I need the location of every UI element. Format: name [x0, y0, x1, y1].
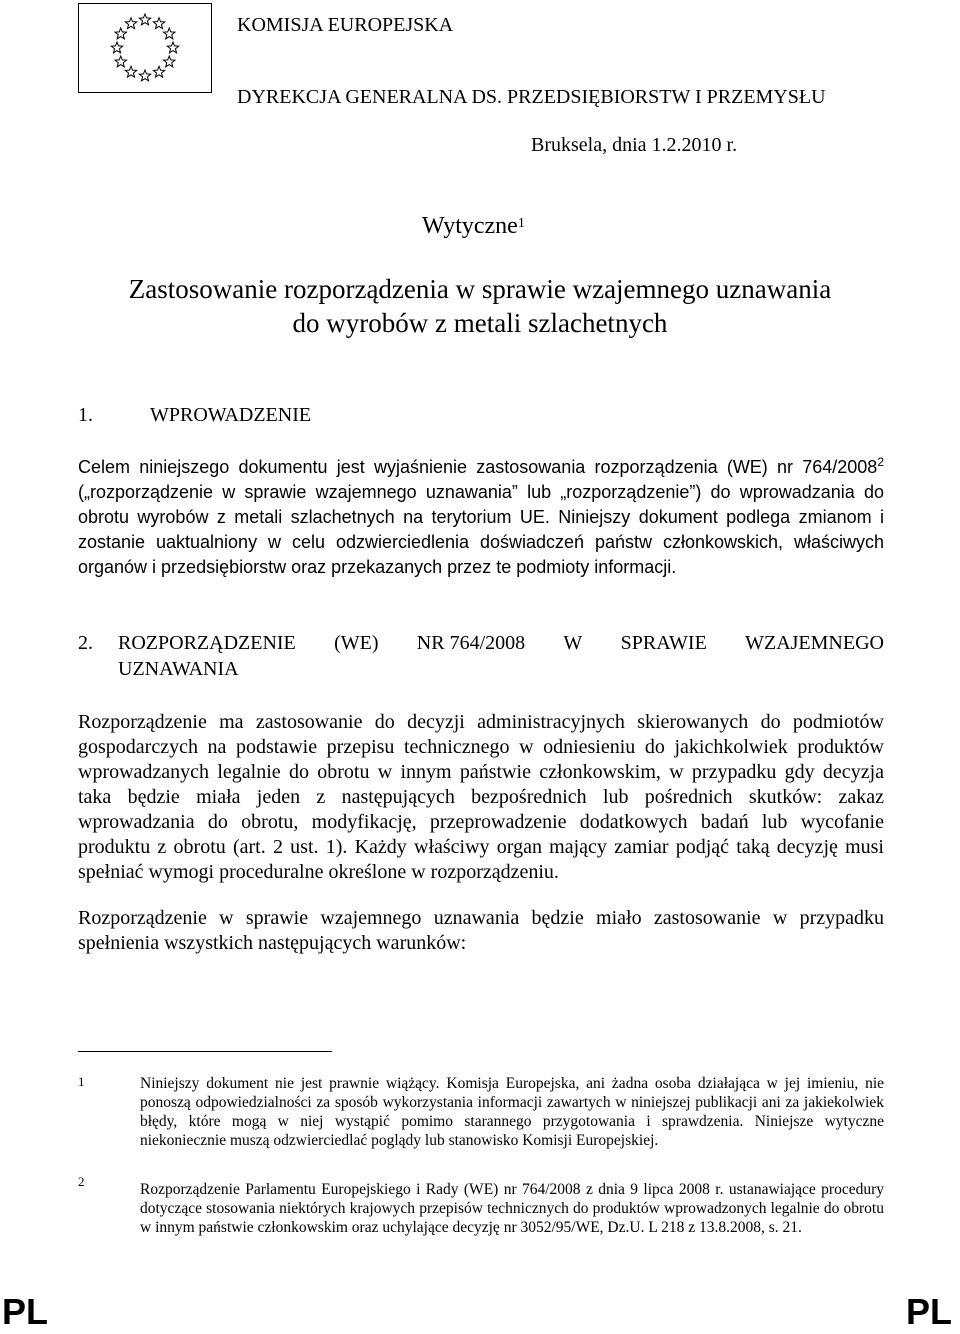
document-title — [422, 212, 525, 240]
star-icon — [164, 28, 175, 39]
language-marker-right: PL — [906, 1291, 953, 1332]
org-name: KOMISJA EUROPEJSKA — [237, 14, 454, 36]
star-icon — [125, 18, 136, 29]
footnote-2-text: Rozporządzenie Parlamentu Europejskiego i Rady (WE) nr 764/2008 z dnia 9 lipca 2008 r. ustanawiające procedury dotyczące stosowania niektórych krajowych przepisów technicznych do produktów wprowadzonych legalnie do obrotu w innym państwie członkowskim oraz uchylające decyzję nr 3052/95/WE, Dz.U. L 218 z 13.8.2008, s. 21. — [140, 1181, 884, 1236]
section-1-text-b: („rozporządzenie w sprawie wzajemnego uznawania” lub „rozporządzenie”) do wprowadzania do obrotu wyrobów z metali szlachetnych na terytorium UE. Niniejszy dokument podlega zmianom i zostanie uaktualniony w celu odzwierciedlenia doświadczeń państw członkowskich, właściwych organów i przedsiębiorstw oraz przekazanych przez te podmioty informacji. — [78, 482, 884, 577]
subtitle-line-1: Zastosowanie rozporządzenia w sprawie wzajemnego uznawania — [128, 274, 832, 304]
footnote-2-number: 2 — [78, 1174, 85, 1189]
star-icon — [139, 70, 150, 81]
section-2-paragraph-2-text: Rozporządzenie w sprawie wzajemnego uznawania będzie miało zastosowanie w przypadku spełnienia wszystkich następujących warunków: — [78, 907, 884, 954]
star-icon — [164, 56, 175, 67]
footnote-separator — [78, 1051, 332, 1052]
date-line: Bruksela, dnia 1.2.2010 r. — [531, 134, 738, 156]
document-subtitle — [60, 272, 900, 340]
subtitle-line-2: do wyrobów z metali szlachetnych — [292, 308, 668, 338]
star-icon — [153, 66, 164, 77]
section-2-number: 2. — [78, 632, 93, 654]
star-icon — [111, 42, 122, 53]
section-1-number: 1. — [78, 404, 93, 426]
section-2-paragraph-1 — [78, 710, 884, 885]
star-icon — [153, 18, 164, 29]
section-2-heading — [118, 630, 884, 682]
section-2-paragraph-2 — [78, 906, 884, 956]
footnote-ref-1: 1 — [517, 216, 525, 231]
section-1-text-a: Celem niniejszego dokumentu jest wyjaśnienie zastosowania rozporządzenia (WE) nr 764/2008 — [78, 457, 878, 477]
section-2-heading-word: (WE) — [334, 632, 379, 654]
section-2-heading-line-1 — [118, 630, 884, 656]
section-2-heading-line-2: UZNAWANIA — [118, 658, 239, 680]
footnote-ref-2: 2 — [877, 455, 884, 469]
section-2-heading-word: ROZPORZĄDZENIE — [118, 632, 296, 654]
section-2-heading-word: NR 764/2008 — [416, 632, 526, 654]
title-text: Wytyczne — [422, 213, 518, 239]
star-icon — [139, 14, 150, 25]
footnote-1-text: Niniejszy dokument nie jest prawnie wiążący. Komisja Europejska, ani żadna osoba działająca w jej imieniu, nie ponoszą odpowiedzialności za sposób wykorzystania informacji zawartych w niniejszej publikacji ani za jakiekolwiek błędy, które mogą w niej wystąpić pomimo starannego przygotowania i sprawdzenia. Niniejsze wytyczne niekoniecznie muszą odzwierciedlać poglądy lub stanowisko Komisji Europejskiej. — [140, 1075, 884, 1149]
section-1-heading: WPROWADZENIE — [150, 404, 312, 426]
language-marker-left: PL — [2, 1291, 49, 1332]
eu-flag-stars-icon — [79, 4, 211, 92]
eu-flag-logo — [78, 3, 212, 93]
star-icon — [125, 66, 136, 77]
directorate-name: DYREKCJA GENERALNA DS. PRZEDSIĘBIORSTW I PRZEMYSŁU — [237, 86, 826, 108]
section-2-heading-word: WZAJEMNEGO — [745, 632, 884, 654]
section-1-body — [78, 450, 884, 580]
star-icon — [115, 28, 126, 39]
section-2-paragraph-1-text: Rozporządzenie ma zastosowanie do decyzji administracyjnych skierowanych do podmiotów gospodarczych na podstawie przepisu technicznego w odniesieniu do jakichkolwiek produktów wprowadzanych legalnie do obrotu w innym państwie członkowskim, w przypadku gdy decyzja taka będzie miała jeden z następujących bezpośrednich lub pośrednich skutków: zakaz wprowadzania do obrotu, modyfikację, przeprowadzenie dodatkowych badań lub wycofanie produktu z obrotu (art. 2 ust. 1). Każdy właściwy organ mający zamiar podjąć taką decyzję musi spełniać wymogi proceduralne określone w rozporządzeniu. — [78, 711, 884, 883]
section-2-heading-word: SPRAWIE — [620, 632, 707, 654]
star-icon — [115, 56, 126, 67]
footnote-1-number: 1 — [78, 1074, 85, 1089]
star-icon — [167, 42, 178, 53]
section-2-heading-word: W — [563, 632, 583, 654]
